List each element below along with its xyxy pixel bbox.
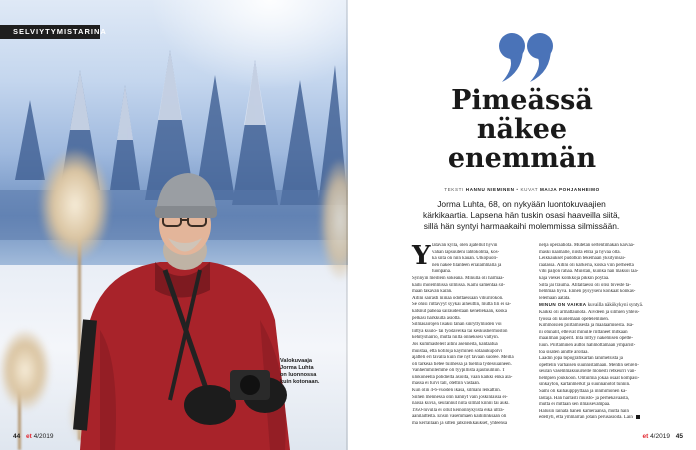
title-line: Pimeässä (451, 85, 593, 116)
body-text-line: Vanhemmillemme oli tyypillistä ajautuumiin. T (412, 368, 505, 374)
right-page-article (348, 0, 696, 450)
quote-mark-icon (496, 30, 556, 90)
body-text-line: liittyä kuulo- tai työdävelka tai keskushermoston (412, 328, 508, 334)
photographer-figure (60, 170, 320, 450)
photo-caption (280, 358, 340, 386)
body-text-line: Laadin jopa topografikartan lähimetsistä ja (539, 356, 623, 362)
body-text-line: MINUN ON VAIKEA kuvailla näkökykyni syntyä. (539, 302, 644, 309)
body-text-line: 1950-luvulla ei ollut keinonnykyistä eikä ultra- (412, 407, 505, 413)
drop-cap: Y (412, 241, 431, 271)
body-text-line: mä kerrallaan ja sitten jälkileikkaukset, yhteensä (412, 421, 508, 427)
body-text-line: äänilaitteita. Ensin vasemmaen kaihilinksaan oli (412, 414, 507, 420)
body-text-line: seuran vasemmaksuurselle monesti retkeurri van- (539, 369, 636, 375)
magazine-logo: et (642, 433, 649, 440)
body-text-line: Siihen mennessä olin nähnyt vain joskinlaisia ei- (412, 394, 508, 400)
body-text-line: oli tärkeää tietee tuimessa ja tuemia tydessuaineen. (412, 361, 512, 367)
body-text-line: Se ohisi riittävyyt syykai aiheuttin, mutta tili ei sa- (412, 302, 512, 308)
body-text-line: töä sisäten ainitte arollaa. (539, 349, 589, 355)
body-text-line: Sami oli kaihaupppyttäää ja innihimonen ka- (539, 389, 627, 395)
byline: TEKSTI HANNU NIEMINEN • KUVAT MAIJA POHJANHEIMO (444, 187, 600, 192)
body-text-line: edellyti, että ymmärrän jotain perusasioita. Lain (539, 415, 657, 422)
lead-line: sillä hän syntyi harmaakaihi molemmissa silmissään. (423, 221, 620, 231)
lead-line: Jorma Luhta, 68, on nykyään luontokuvaajien (437, 199, 606, 209)
photo-credit-label: KUVAT (520, 187, 539, 192)
body-text-line: lelemaan aatata. (539, 295, 571, 301)
text-credit-label: TEKSTI (444, 187, 464, 192)
body-text-line: Kaikki oli armattaunota. Äivdeen ja silmien yhteis- (539, 309, 640, 315)
body-text-line: Leikkaukset pudotkin tekemään yksityinsai- (539, 256, 626, 262)
body-text-line: maailman paperit. Inta liittyy näkemisen opette- (539, 336, 633, 342)
caption-line: Jorma Luhta (280, 365, 314, 371)
title-line: näkee (476, 114, 568, 145)
body-text-line: työssä oli kuolemään opeteleminen. (539, 316, 610, 322)
reed-plume (0, 330, 50, 410)
body-text-line: opettelin varhaisen suunnistamaan. Mentin sehreli- (539, 362, 639, 368)
body-text-line: pelkäsi harkkulta asiotta. (412, 315, 461, 321)
caption-line: on luonnossa (280, 372, 317, 378)
issue-number: 4/2019 (650, 433, 670, 440)
body-text-line: vihi paljon rahaa. Muistan, kuinka hän maksoi laa- (539, 269, 639, 275)
body-text-line: Siltä jäi trauma. Ätitaltaessi oli olisi biveste tä- (539, 282, 631, 288)
page-number: 44 (13, 433, 21, 440)
body-text-line: ajatteli eri tavalla kuin me nyt tavaan suoree. Meillä (412, 355, 514, 361)
body-text-line: muistaa, että kotiloja käyminen sotaaukupolvi (412, 348, 503, 354)
body-text-line: lätävän kyllä, olen ajatellut hyvin (432, 243, 498, 248)
article-title (348, 86, 696, 173)
body-text-line: Äitini sairasti niinaa odottaessaan vihurirokon. (412, 295, 504, 301)
subhead: MINUN ON VAIKEA (539, 302, 587, 308)
body-text-line: mään takavan karan. (412, 289, 453, 295)
body-text-line: kaja viekei kolikkoja pikkin pöytää. (539, 275, 610, 281)
body-text-line: Halusin lainata hänen kameraansa, mutta häin (539, 408, 629, 414)
body-text-line: kaihi molemmissa silmissä. Kaihi samentaa sil- (412, 282, 505, 288)
body-text-line: vähän lapsuuteni lähtökohtia, kos- (432, 249, 500, 255)
body-text-line: nen näkee tilanteen eriälämmällä ja (432, 262, 502, 268)
title-line: enemmän (447, 143, 597, 174)
text-credit-author: HANNU NIEMINEN (465, 187, 515, 192)
body-text-line: luun. Piirtäminen auttoi hahmottamaan ympärist- (539, 342, 636, 348)
body-text-line: ka siitä on niin kauan. Ulkopuoli- (432, 256, 498, 262)
body-text-line: raalassa. Äitini oli karkeria, koska viin perheeltä (539, 262, 634, 268)
body-text-line: katsnut paheaa sairaudestaan kenellekään, koska (412, 308, 507, 314)
body-text-line: Silmäsairojen lisäksi tähän sinrytlymiiden voi (412, 322, 502, 328)
magazine-logo: et (26, 433, 32, 440)
body-text-line: mässä ei turvi tall, otettiin vastaan. (412, 381, 481, 387)
body-text-line: mutta ei mittään sen ilmaisevampaa. (539, 402, 611, 408)
body-text-line: Kun olin 4-6-vuoden ikäsä, silmäni leikattiin. (412, 388, 501, 394)
caption-line: Valokuvaaja (280, 358, 313, 364)
body-text-line: maski naamalle, niistä ehtiä ja hyvää oltä. (539, 249, 621, 255)
lead-line: kärkikaartia. Lapsena hän tuskin osasi haaveilla siitä, (423, 210, 620, 220)
issue-number: 4/2019 (33, 433, 54, 440)
body-text-line: Kimmoisien piirtämisestä ja maalaamisesta. Isä- (539, 323, 634, 329)
page-number: 45 (675, 433, 683, 440)
body-text-line: hempien joukkoon. Olituimia jokaa osaat kompasi- (539, 375, 640, 381)
body-text-line: kehityshäiriö, mutta niiltä onneksesi vältyin. (412, 335, 499, 341)
body-text-line: ulokoneella pohdielta asioita, vaan kaikki enkä ala- (412, 374, 513, 380)
body-text-line: hemmaä hyvä. Ennen pysyyseni konkaat konkas- (539, 289, 636, 295)
section-label: SELVIYTYMISTARINA (0, 25, 100, 39)
body-text-line: sinkäytön, kartanmerkit ja suunnanotot tunnin. (539, 382, 631, 388)
body-text-line: ni otunalit, etteivät minulle riittäneet mitkään (539, 329, 628, 335)
body-text-line: tuonpana. (432, 269, 452, 275)
body-text-line: näisiä kuvia, seurannut niitä silmät kiinni tai auki. (412, 401, 510, 407)
body-column-2 (539, 243, 657, 422)
body-text-line: Synnyin meillein sokeana. Minulla oli harmaa- (412, 275, 505, 281)
photo-credit-author: MAIJA POHJANHEIMO (539, 187, 600, 192)
end-mark-icon (636, 415, 640, 419)
lead-paragraph (414, 199, 629, 232)
folio-right (642, 433, 683, 440)
body-text-line: neljä operaatiota. Mutetan sertentimakan kaivaa- (539, 243, 635, 248)
caption-line: kuin kotonaan. (280, 379, 320, 385)
folio-left (13, 433, 54, 440)
body-text-line: Jos kummasteleit äitini asenneita, kantaatua (412, 341, 498, 347)
body-text-line: lastaja. Hän harrasti muisto- ja perhekavaasta, (539, 395, 630, 401)
body-column-1 (412, 243, 529, 428)
